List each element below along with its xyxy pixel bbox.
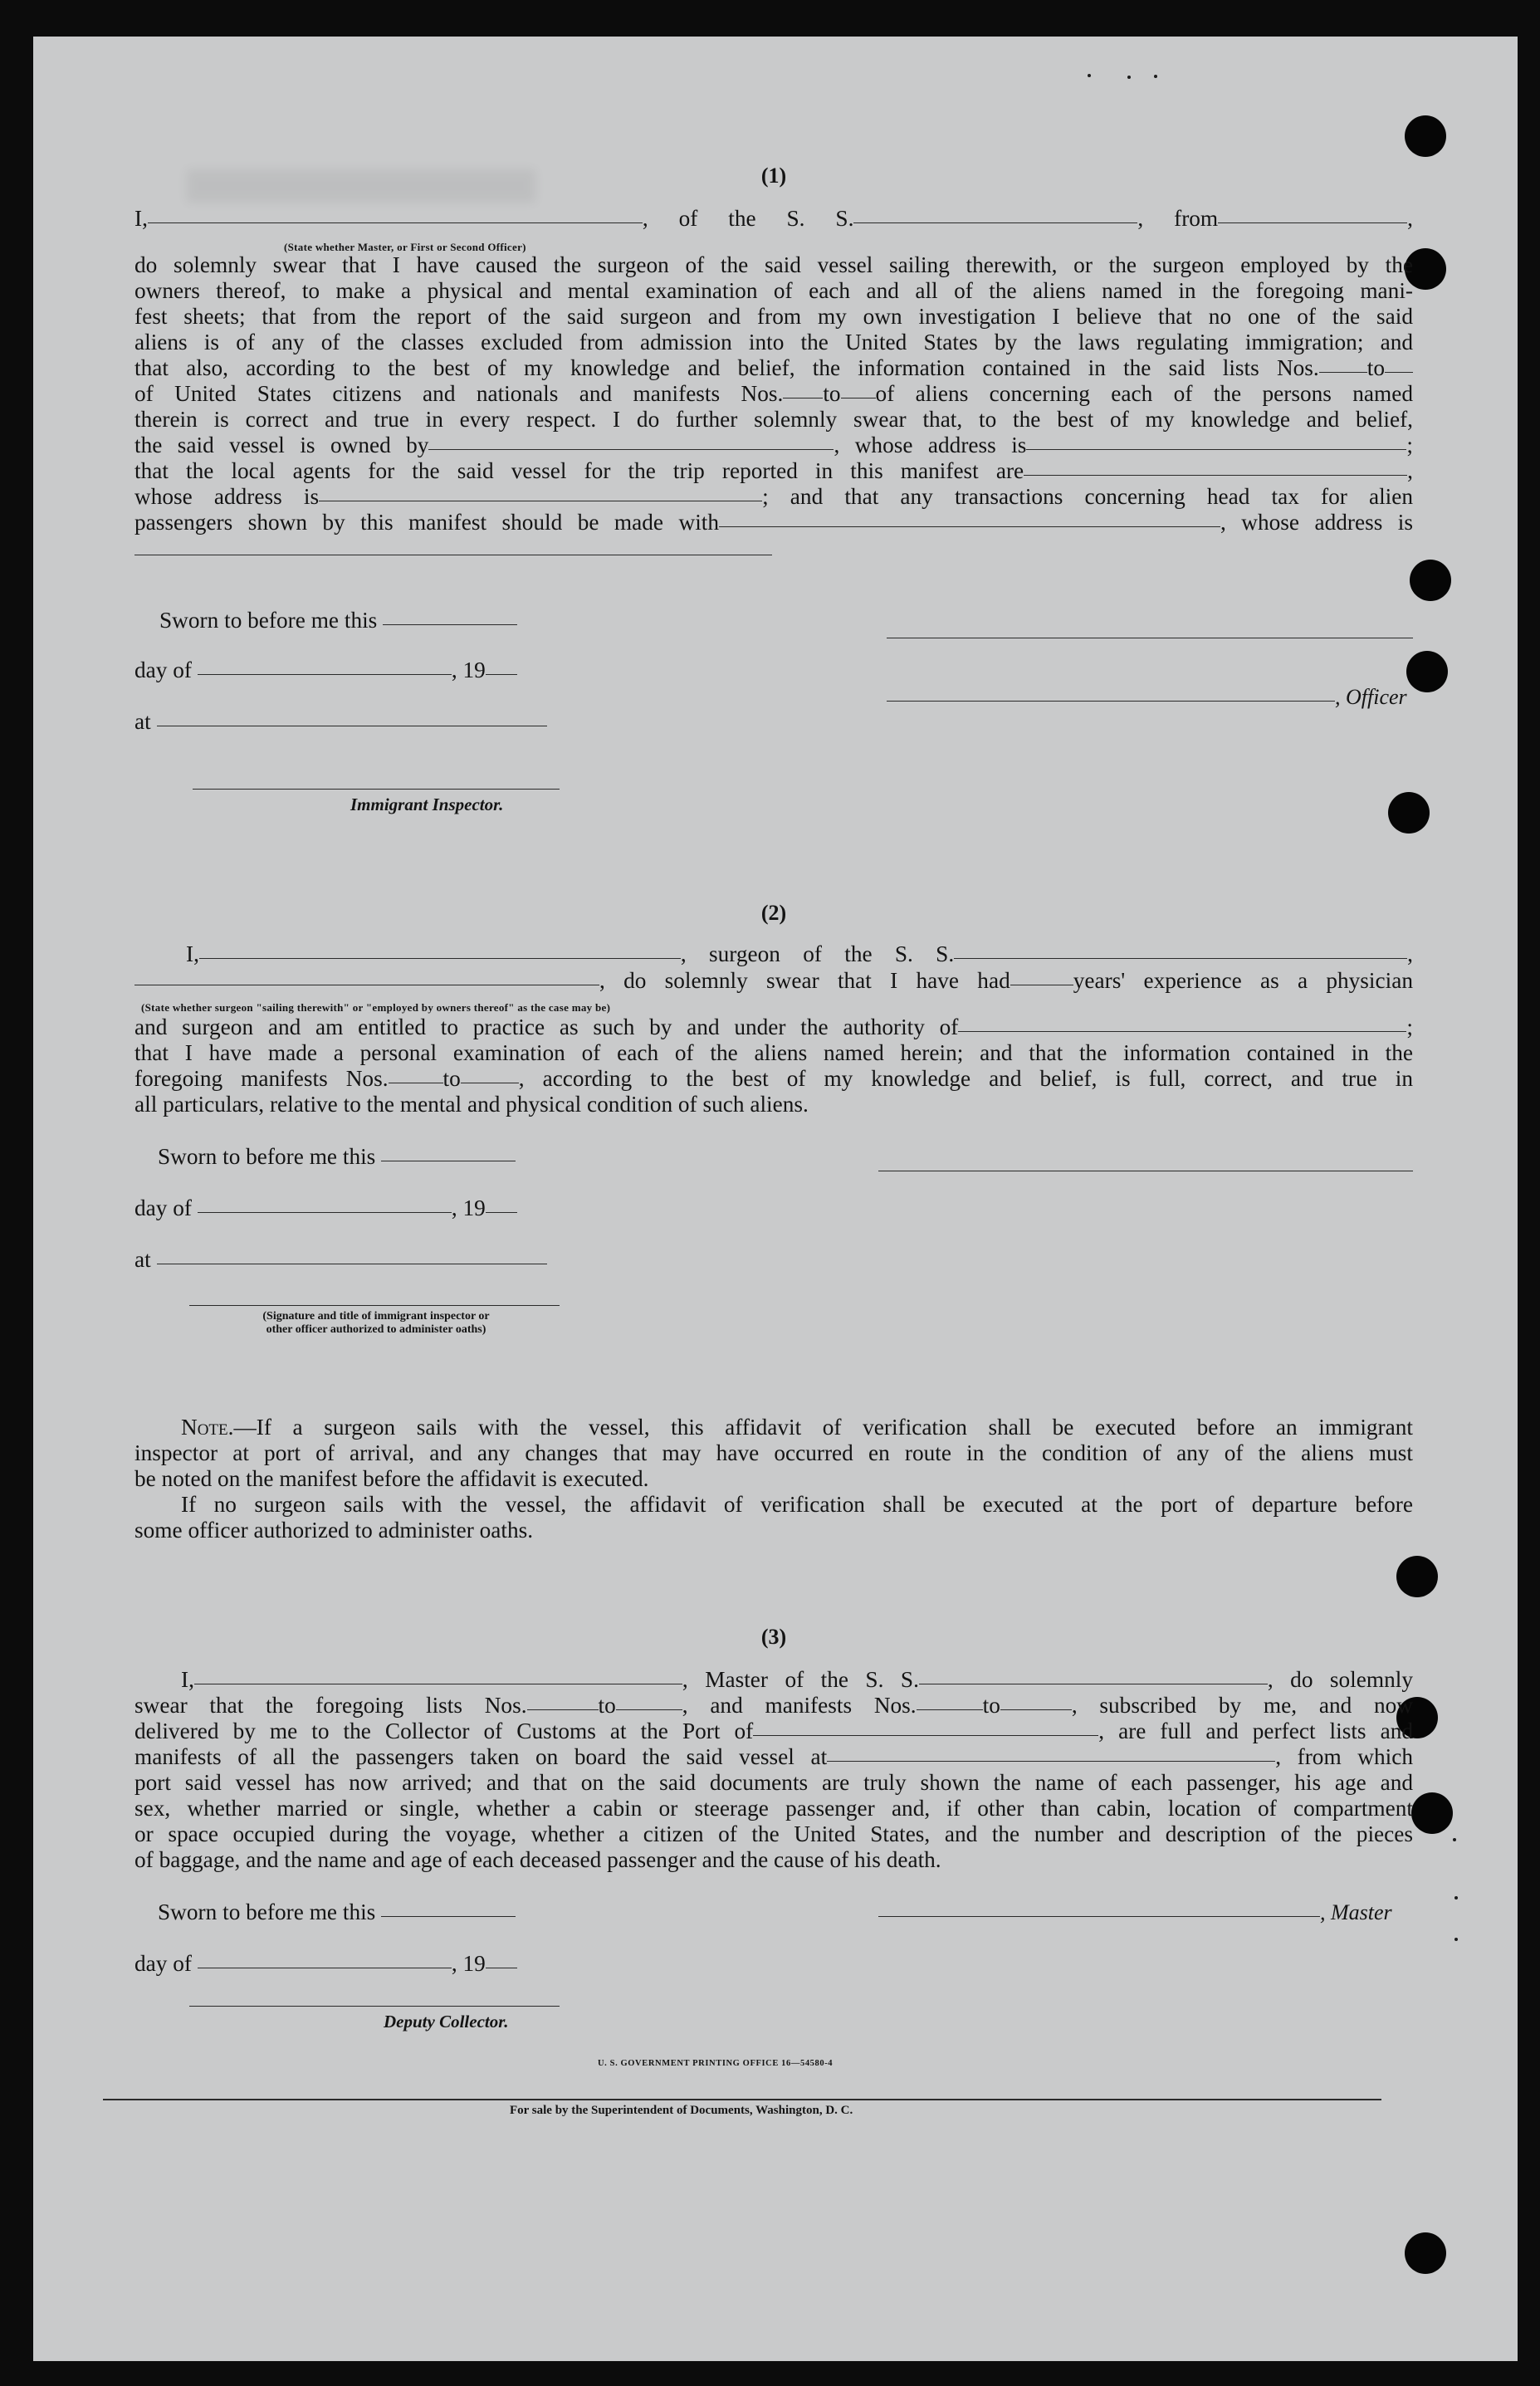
day-line: day of , 19 xyxy=(134,658,633,683)
footer-text: For sale by the Superintendent of Documents, Washington, D. C. xyxy=(510,2104,853,2117)
paper-speck xyxy=(1454,1938,1458,1941)
blank-field[interactable] xyxy=(719,526,1220,527)
form-line: that the local agents for the said vessel for the trip reported in this manifest are , xyxy=(134,458,1413,483)
signature-line[interactable] xyxy=(878,1916,1320,1917)
form-line: of United States citizens and nationals and manifests Nos. to of aliens concerning each of the persons named xyxy=(134,381,1413,406)
form-line: I, , Master of the S. S. , do solemnly xyxy=(181,1667,1413,1692)
form-line: that also, according to the best of my knowledge and belief, the information contained in the said lists Nos. to xyxy=(134,355,1413,381)
signature-title-note: (Signature and title of immigrant inspector or other officer authorized to administer oaths) xyxy=(262,1310,490,1336)
form-line: or space occupied during the voyage, whether a citizen of the United States, and the number and description of the pieces xyxy=(134,1821,1413,1846)
paper-speck xyxy=(1127,76,1131,79)
form-line: swear that the foregoing lists Nos. to , and manifests Nos. to , subscribed by me, and now xyxy=(134,1693,1413,1718)
blank-field[interactable] xyxy=(1024,475,1407,476)
blank-field[interactable] xyxy=(486,1212,517,1213)
form-line: the said vessel is owned by , whose address is ; xyxy=(134,433,1413,457)
binder-hole xyxy=(1396,1556,1438,1597)
officer-rank-note: (State whether Master, or First or Second Officer) xyxy=(284,241,526,253)
form-line: port said vessel has now arrived; and that on the said documents are truly shown the name of each passenger, his age and xyxy=(134,1770,1413,1795)
blank-field[interactable] xyxy=(198,674,452,675)
paper-speck xyxy=(1088,74,1091,77)
blank-field[interactable] xyxy=(486,674,517,675)
sworn-line: Sworn to before me this xyxy=(158,1144,656,1170)
binder-hole xyxy=(1411,1792,1453,1834)
manifest-form-page xyxy=(33,37,1518,2361)
form-line: aliens is of any of the classes excluded from admission into the United States by the laws regulating immigration; and xyxy=(134,330,1413,354)
form-line: and surgeon and am entitled to practice as such by and under the authority of ; xyxy=(134,1015,1413,1039)
inspector-signature-line[interactable] xyxy=(193,789,560,790)
blank-field[interactable] xyxy=(199,958,681,959)
section-number: (1) xyxy=(760,164,787,188)
blank-field[interactable] xyxy=(1218,222,1407,223)
collector-signature-line[interactable] xyxy=(189,2006,560,2007)
form-line: delivered by me to the Collector of Customs at the Port of , are full and perfect lists and xyxy=(134,1719,1413,1743)
footer-rule xyxy=(103,2099,1381,2100)
note-line: If no surgeon sails with the vessel, the affidavit of verification shall be executed at the port of departure before xyxy=(181,1492,1413,1517)
form-line: foregoing manifests Nos. to , according to the best of my knowledge and belief, is full, correct, and true in xyxy=(134,1066,1413,1091)
blank-field[interactable] xyxy=(428,449,834,450)
paper-speck xyxy=(1454,1896,1458,1900)
blank-field[interactable] xyxy=(958,1031,1406,1032)
day-line: day of , 19 xyxy=(134,1951,633,1977)
day-line: day of , 19 xyxy=(134,1195,633,1221)
binder-hole xyxy=(1388,792,1430,834)
blank-field[interactable] xyxy=(381,1916,516,1917)
binder-hole xyxy=(1405,115,1446,157)
blank-field[interactable] xyxy=(527,1709,599,1710)
blank-field[interactable] xyxy=(827,1761,1275,1762)
form-line: fest sheets; that from the report of the said surgeon and from my own investigation I believe that no one of the said xyxy=(134,304,1413,329)
form-line: passengers shown by this manifest should be made with , whose address is xyxy=(134,510,1413,535)
blank-field[interactable] xyxy=(198,1212,452,1213)
blank-field[interactable] xyxy=(1000,1709,1072,1710)
form-line: , do solemnly swear that I have had years' experience as a physician xyxy=(134,968,1413,994)
note-line: Note.—If a surgeon sails with the vessel, this affidavit of verification shall be executed before an immigrant xyxy=(181,1415,1413,1440)
blank-field[interactable] xyxy=(148,222,643,223)
form-line: I, , of the S. S. , from , xyxy=(134,206,1413,231)
master-line: , Master xyxy=(878,1900,1418,1925)
form-line: all particulars, relative to the mental and physical condition of such aliens. xyxy=(134,1092,809,1117)
blank-field[interactable] xyxy=(616,1709,682,1710)
section-number: (2) xyxy=(760,901,787,925)
sworn-line: Sworn to before me this xyxy=(158,1900,656,1925)
form-line: of baggage, and the name and age of each deceased passenger and the cause of his death. xyxy=(134,1847,941,1872)
blank-field[interactable] xyxy=(853,222,1137,223)
note-line: inspector at port of arrival, and any changes that may have occurred en route in the condition of any of the aliens must xyxy=(134,1440,1413,1465)
at-line: at xyxy=(134,1247,633,1273)
form-line: whose address is ; and that any transactions concerning head tax for alien xyxy=(134,484,1414,509)
section-number: (3) xyxy=(760,1625,787,1649)
form-line: therein is correct and true in every respect. I do further solemnly swear that, to the best of my knowledge and belief, xyxy=(134,407,1413,432)
binder-hole xyxy=(1405,2232,1446,2274)
form-line: owners thereof, to make a physical and mental examination of each and all of the aliens named in the foregoing mani- xyxy=(134,278,1413,303)
printing-office-imprint: U. S. GOVERNMENT PRINTING OFFICE 16—54580-4 xyxy=(598,2059,834,2068)
official-signature-line[interactable] xyxy=(189,1305,560,1306)
blank-field[interactable] xyxy=(917,1709,983,1710)
paper-speck xyxy=(1154,75,1157,78)
sworn-line: Sworn to before me this xyxy=(159,608,658,633)
signature-line[interactable] xyxy=(887,701,1335,702)
blank-field[interactable] xyxy=(1026,449,1406,450)
officer-line: , Officer xyxy=(887,684,1418,710)
blank-field[interactable] xyxy=(753,1735,1098,1736)
form-line: sex, whether married or single, whether a cabin or steerage passenger and, if other than cabin, location of compartment xyxy=(134,1796,1413,1821)
at-line: at xyxy=(134,709,633,735)
form-line: manifests of all the passengers taken on board the said vessel at , from which xyxy=(134,1744,1413,1769)
note-line: some officer authorized to administer oaths. xyxy=(134,1518,534,1543)
binder-hole xyxy=(1410,560,1451,601)
blank-field[interactable] xyxy=(1385,372,1413,373)
surgeon-status-note: (State whether surgeon "sailing therewith" or "employed by owners thereof" as the case may be) xyxy=(141,1001,611,1014)
note-line: be noted on the manifest before the affidavit is executed. xyxy=(134,1466,649,1491)
blank-field[interactable] xyxy=(1319,372,1367,373)
paper-speck xyxy=(1453,1838,1456,1841)
form-line: do solemnly swear that I have caused the surgeon of the said vessel sailing therewith, or the surgeon employed by the xyxy=(134,252,1413,277)
inspector-caption: Immigrant Inspector. xyxy=(350,795,504,814)
blank-field[interactable] xyxy=(383,624,517,625)
form-line: that I have made a personal examination of each of the aliens named herein; and that the information contained in the xyxy=(134,1040,1413,1065)
blank-field[interactable] xyxy=(954,958,1407,959)
form-line: I, , surgeon of the S. S. , xyxy=(186,941,1413,966)
collector-caption: Deputy Collector. xyxy=(384,2012,509,2032)
